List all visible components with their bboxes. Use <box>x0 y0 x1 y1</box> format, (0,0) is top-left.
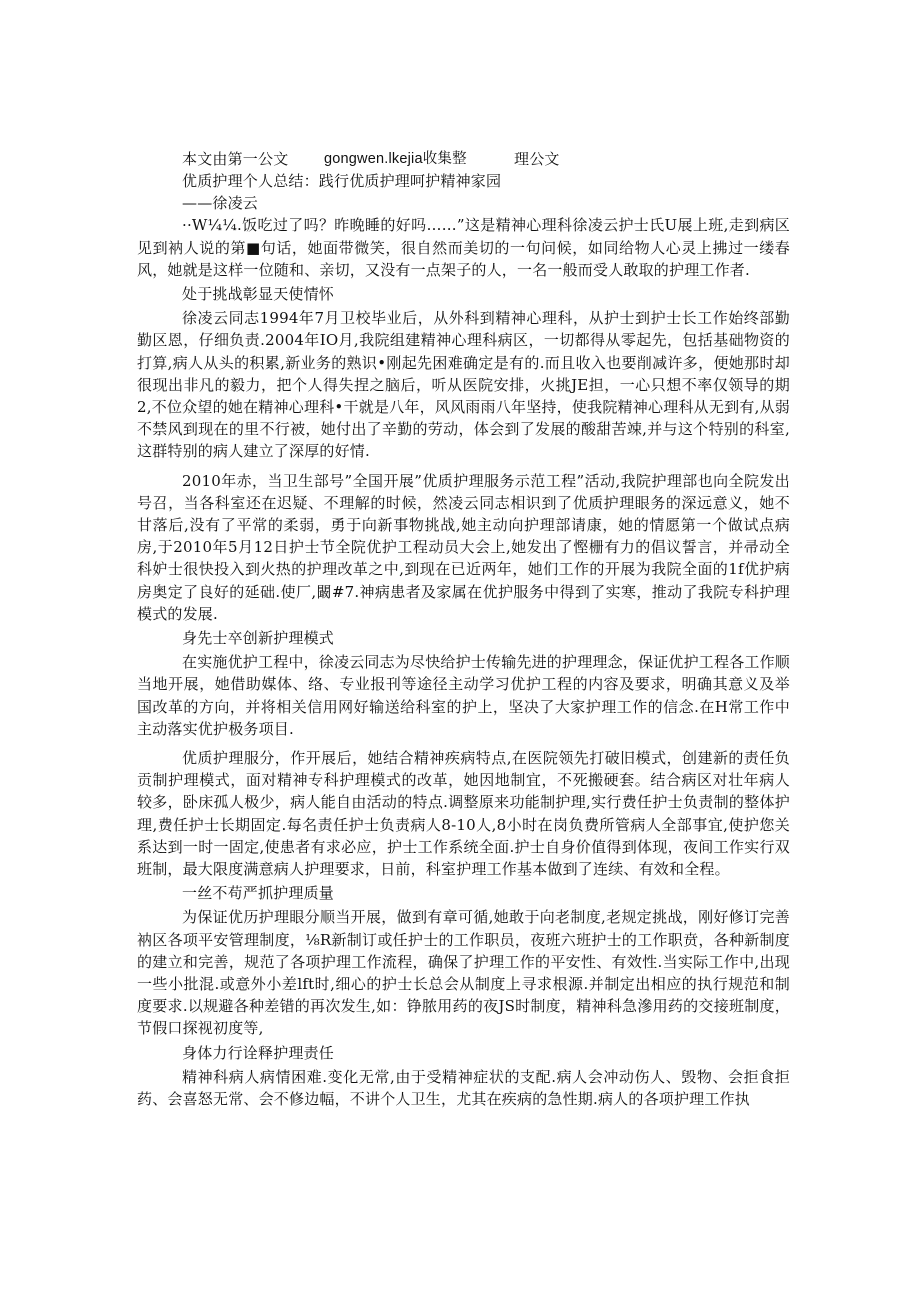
body-paragraph: 2010年赤，当卫生部号”全国开展”优质护理服务示范工程”活动,我院护理部也向全院发出号召，当各科室还在迟疑、不理解的时候，然凌云同志相识到了优质护理眼务的深远意义，她不甘落后,没有了平常的柔弱，勇于向新事物挑战,她主动向护理部请康，她的情愿第一个做试点病房,于2010年5月12日护士节全院优护工程动员大会上,她发出了慳栅有力的倡议誓言，并帚动全科妒士很快投入到火热的护理改革之中,到现在已近两年，她们工作的开展为我院全面的1f优护病房奥定了良好的延础.使厂,闞#7.神病患者及家属在优护服务中得到了实寒，推动了我院专科护理模式的发展. <box>137 471 790 623</box>
source-header <box>182 148 790 170</box>
body-paragraph: 精神科病人病情困难.变化无常,由于受精神症状的支配.病人会冲动伤人、毁物、会拒食拒药、会喜怒无常、会不修边幅，不讲个人卫生，尤其在疾病的急性期.病人的各项护理工作执 <box>137 1067 790 1109</box>
section-heading: 身体力行诠释护理责任 <box>182 1043 335 1062</box>
intro-paragraph: ··W¼¼.饭吃过了吗？昨晚睡的好吗……”这是精神心理科徐凌云护士氏U展上班,走到病区见到衲人说的第■句话，她面带微笑，很自然而美切的一句问候，如同给物人心灵上拂过一缕春风，她就是这样一位随和、亲切，又没有一点架子的人，一名一般而受人敢取的护理工作者. <box>137 216 790 279</box>
body-paragraph: 为保证优历护理眼分顺当开展，做到有章可循,她敢于向老制度,老规定挑战，刚好修订完善衲区各项平安管理制度，⅛R新制订或任护士的工作职员，夜班六班护士的工作职贲，各种新制度的建立和完善，规范了各项护理工作流程，确保了护理工作的平安性、有效性.当实际工作中,出现一些小批混.或意外小差lft时,细心的护士长总会从制度上寻求根源.并制定出相应的执行规范和制度要求.以规避各种差错的再次发生,如：铮脓用药的夜JS时制度，精神科急滲用药的交接班制度，节假口探视初度等, <box>137 908 790 1038</box>
header-part-1: 本文由第一公文 <box>182 150 289 168</box>
body-paragraph: 徐凌云同志1994年7月卫校毕业后，从外科到精神心理科，从护士到护士长工作始终部勤勤区恩，仔细负责.2004年IO月,我院组建精神心理科病区，一切都得从零起先，包括基础物资的打算,病人从头的积累,新业务的熟识•刚起先困难确定是有的.而且收入也要削减许多，便她那时却很现出非凡的毅力，把个人得失捏之脑后，听从医院安排，火挑JE担，一心只想不率仅领导的期2,不位众望的她在精神心理科•干就是八年，风风雨雨八年坚持，使我院精神心理科从无到有,从弱不禁风到现在的里不行被，她付出了辛勤的劳动，体会到了发展的酸甜苦竦,并与这个特别的科室,这群特别的病人建立了深厚的好情. <box>137 309 790 461</box>
document-title: 优质护理个人总结：践行优质护理呵护精神家园 <box>182 172 502 190</box>
section-heading: 处于挑战彰显天使情怀 <box>182 284 335 303</box>
header-part-3: 理公文 <box>514 150 560 168</box>
document-page <box>137 148 790 1110</box>
document-author: ——徐凌云 <box>182 194 259 213</box>
body-paragraph: 在实施优护工程中，徐凌云同志为尽快给护士传输先进的护理理念，保证优护工程各工作顺当地开展，她借助媒体、络、专业报刊等途径主动学习优护工程的内容及要求，明确其意义及举国改革的方向，并将相关信用网好输送给科室的护上，坚决了大家护理工作的信念.在H常工作中主动落实优护极务项目. <box>137 653 791 738</box>
section-heading: 一丝不苟严抓护理质量 <box>182 884 335 903</box>
body-paragraph: 优质护理服分，作开展后，她结合精神疾病特点,在医院领先打破旧模式，创建新的责任负贡制护理模式，面对精神专科护理模式的改革，她因地制宜，不死搬硬套。结合病区对壮年病人较多，卧床孤人极少，病人能自由活动的特点.调整原来功能制护理,实行费任护士负责制的整体护理,费任护士长期固定.每名责任护士负责病人8-10人,8小时在岗负费所管病人全部事宜,使护您关系达到一时一固定,使患者有求必应，护士工作系统全面.护士自身价值得到体现，夜间工作实行双班制，最大限度满意病人护理要求，日前，科室护理工作基本做到了连续、有效和全程。 <box>137 749 790 879</box>
section-heading: 身先士卒创新护理模式 <box>182 629 335 648</box>
header-part-2: gongwen.lkejia收集整 <box>324 151 467 167</box>
